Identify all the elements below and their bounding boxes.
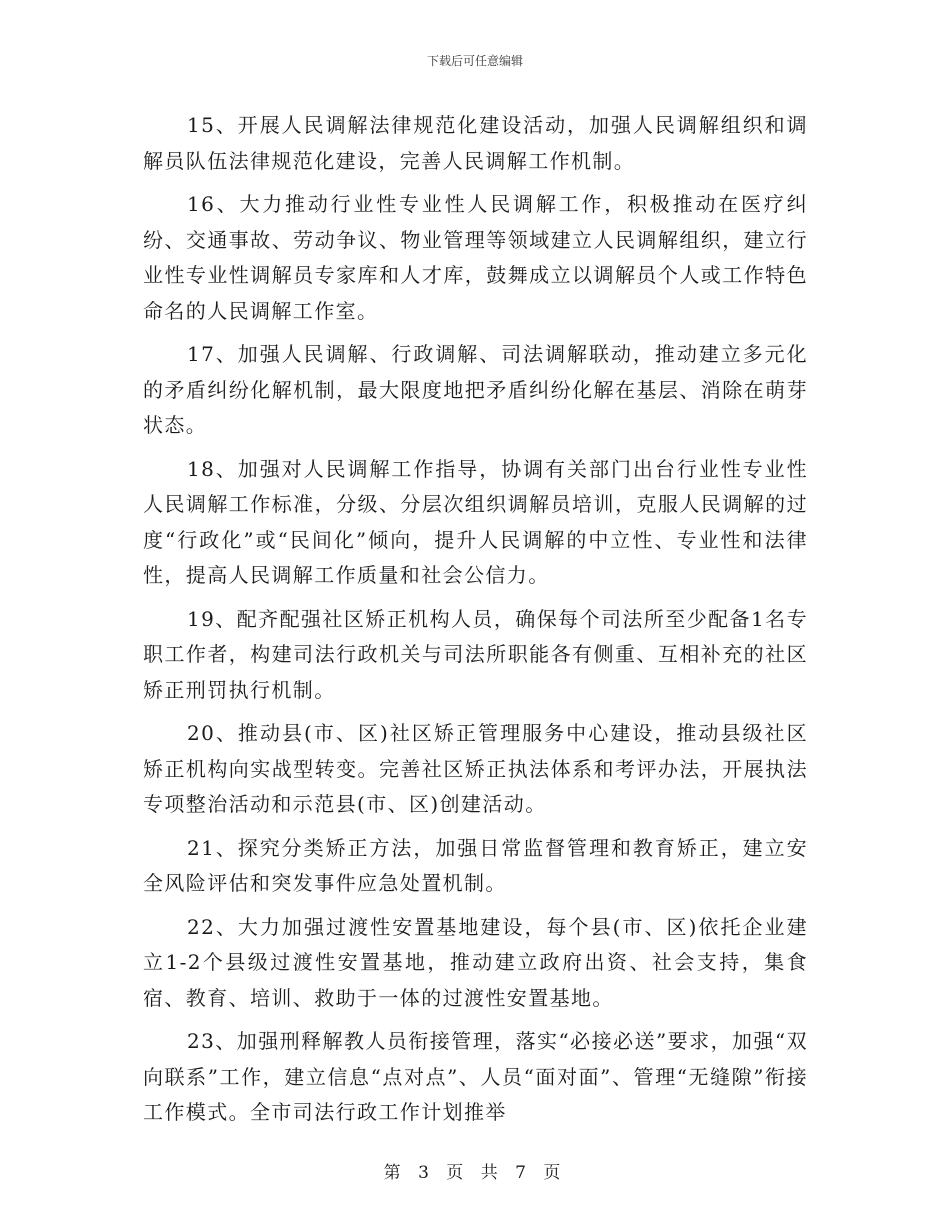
paragraph-21: 21、探究分类矫正方法，加强日常监督管理和教育矫正，建立安全风险评估和突发事件应急处置机制。 [143, 835, 808, 895]
page-number: 第 3 页 共 7 页 [383, 1163, 567, 1183]
paragraph-19: 19、配齐配强社区矫正机构人员，确保每个司法所至少配备1名专职工作者，构建司法行政机关与司法所职能各有侧重、互相补充的社区矫正刑罚执行机制。 [143, 606, 808, 702]
paragraph-23: 23、加强刑释解教人员衔接管理，落实“必接必送”要求，加强“双向联系”工作，建立信息“点对点”、人员“面对面”、管理“无缝隙”衔接工作模式。全市司法行政工作计划推举 [143, 1029, 808, 1124]
paragraph-15: 15、开展人民调解法律规范化建设活动，加强人民调解组织和调解员队伍法律规范化建设，完善人民调解工作机制。 [143, 113, 808, 173]
page-header: 下载后可任意编辑 [426, 54, 523, 68]
paragraph-17: 17、加强人民调解、行政调解、司法调解联动，推动建立多元化的矛盾纠纷化解机制，最大限度地把矛盾纠纷化解在基层、消除在萌芽状态。 [143, 342, 808, 437]
document-body [143, 108, 808, 1139]
paragraph-18: 18、加强对人民调解工作指导，协调有关部门出台行业性专业性人民调解工作标准，分级、分层次组织调解员培训，克服人民调解的过度“行政化”或“民间化”倾向，提升人民调解的中立性、专业性和法律性，提高人民调解工作质量和社会公信力。 [143, 456, 808, 587]
paragraph-22: 22、大力加强过渡性安置基地建设，每个县(市、区)依托企业建立1-2个县级过渡性安置基地，推动建立政府出资、社会支持，集食宿、教育、培训、救助于一体的过渡性安置基地。 [143, 914, 808, 1010]
paragraph-20: 20、推动县(市、区)社区矫正管理服务中心建设，推动县级社区矫正机构向实战型转变。完善社区矫正执法体系和考评办法，开展执法专项整治活动和示范县(市、区)创建活动。 [143, 721, 808, 816]
paragraph-16: 16、大力推动行业性专业性人民调解工作，积极推动在医疗纠纷、交通事故、劳动争议、物业管理等领域建立人民调解组织，建立行业性专业性调解员专家库和人才库，鼓舞成立以调解员个人或工作特色命名的人民调解工作室。 [143, 192, 808, 323]
